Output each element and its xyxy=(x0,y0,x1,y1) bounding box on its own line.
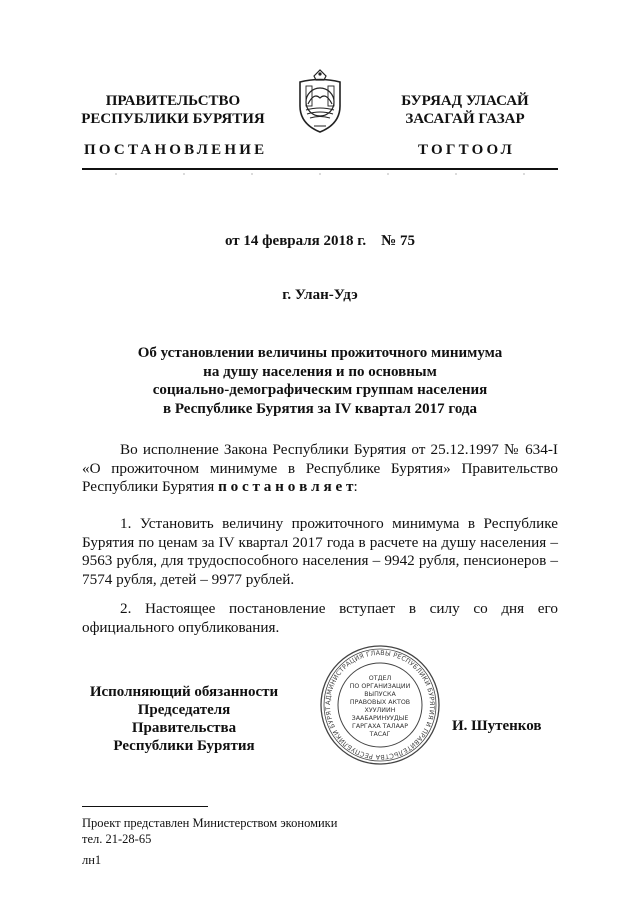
date-number: от 14 февраля 2018 г. № 75 xyxy=(224,233,415,249)
footer-line3: лн1 xyxy=(82,853,102,867)
item-2-paragraph: 2. Настоящее постановление вступает в силу со дня его официального опубликования. xyxy=(82,600,558,636)
title-line3: социально-демографическим группам населения xyxy=(152,382,488,398)
intro-end: : xyxy=(353,478,358,496)
stamp-inner-line2: ПО ОРГАНИЗАЦИИ xyxy=(349,683,411,690)
position-line2: Председателя Правительства xyxy=(131,702,237,736)
header-dot-row xyxy=(82,172,558,176)
coat-of-arms-emblem xyxy=(294,68,346,134)
header-left xyxy=(78,92,268,128)
doc-type-right: ТОГТООЛ xyxy=(418,142,515,158)
intro-paragraph xyxy=(82,441,558,497)
header-left-line1: ПРАВИТЕЛЬСТВО xyxy=(105,93,241,109)
footer-divider xyxy=(82,806,208,807)
stamp-inner-line3: ВЫПУСКА xyxy=(364,691,396,698)
header-left-line2: РЕСПУБЛИКИ БУРЯТИЯ xyxy=(81,111,265,127)
title-line4: в Республике Бурятия за IV квартал 2017 года xyxy=(162,400,477,417)
document-title xyxy=(82,344,558,418)
header-right-line2: ЗАСАГАЙ ГАЗАР xyxy=(405,111,525,127)
signatory-position xyxy=(84,683,284,755)
stamp-inner-line1: ОТДЕЛ xyxy=(368,675,392,682)
header-right xyxy=(390,92,540,128)
header-right-line1: БУРЯАД УЛАСАЙ xyxy=(401,93,529,109)
footer-line2: тел. 21-28-65 xyxy=(82,832,152,846)
stamp-inner-line6: ЗААБАРИНУУДЫЕ xyxy=(351,715,409,722)
header-divider xyxy=(82,168,558,170)
intro-text: Во исполнение Закона Республики Бурятия от 25.12.1997 № 634-I «О прожиточном минимуме в Республике Бурятия» Правительство Республики Бурятия xyxy=(82,441,558,496)
stamp-inner-line4: ПРАВОВЫХ АКТОВ xyxy=(349,699,411,706)
doc-type-left: ПОСТАНОВЛЕНИЕ xyxy=(84,142,268,158)
stamp-inner-line5: ХУУЛИИН xyxy=(364,707,396,714)
stamp-inner-line8: ТАСАГ xyxy=(369,731,391,738)
footer-line1: Проект представлен Министерством экономики xyxy=(82,816,338,830)
position-line3: Республики Бурятия xyxy=(113,738,255,754)
city: г. Улан-Удэ xyxy=(282,287,358,303)
official-stamp-seal xyxy=(318,643,442,767)
title-line2: на душу населения и по основным xyxy=(203,363,437,380)
stamp-ring-text: АДМИНИСТРАЦИЯ ГЛАВЫ РЕСПУБЛИКИ БУРЯТИЯ И ПРАВИТЕЛЬСТВА РЕСПУБЛИКИ БУРЯТ xyxy=(323,648,437,762)
signatory-name: И. Шутенков xyxy=(452,718,542,734)
position-line1: Исполняющий обязанности xyxy=(89,684,279,700)
intro-action: п о с т а н о в л я е т xyxy=(218,478,354,496)
title-line1: Об установлении величины прожиточного минимума xyxy=(137,345,503,361)
item-1-paragraph: 1. Установить величину прожиточного минимума в Республике Бурятия по ценам за IV квартал 2017 года в расчете на душу населения – 9563 рубля, для трудоспособного населения – 9942 рубля, пенсионеров – 7574 рубля, детей – 9977 рублей. xyxy=(82,515,558,589)
stamp-inner-line7: ГАРГАХА ТАЛААР xyxy=(351,723,409,730)
